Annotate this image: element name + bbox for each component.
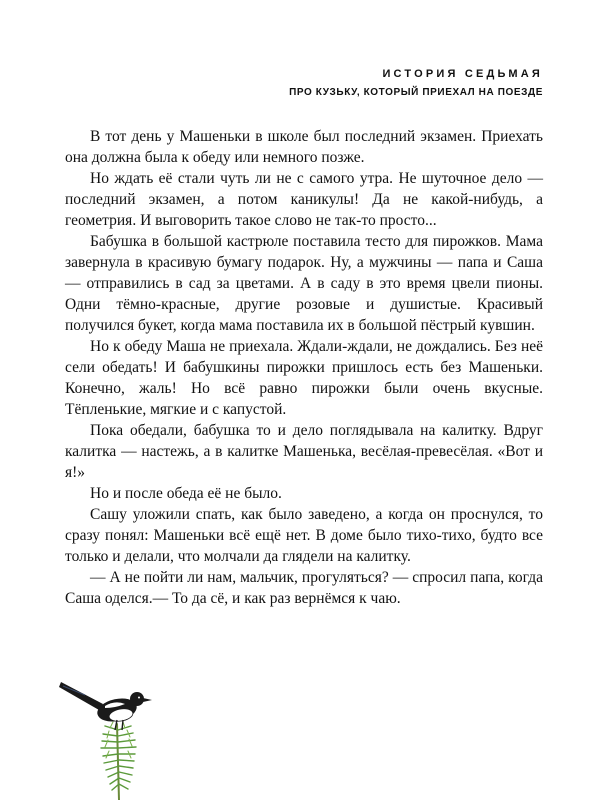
chapter-header — [289, 66, 543, 100]
magpie-head — [130, 692, 144, 706]
paragraph: Пока обедали, бабушка то и дело поглядывала на калитку. Вдруг калитка — настежь, а в калитке Машенька, весёлая-превесёлая. «Вот и я!» — [65, 422, 543, 481]
paragraph: Бабушка в большой кастрюле поставила тесто для пирожков. Мама завернула в красивую бумагу подарок. Ну, а мужчины — папа и Саша — отправились в сад за цветами. А в саду в это время цвели пионы. Одни тёмно-красные, другие розовые и душистые. Красивый получился букет, когда мама поставила их в большой пёстрый кувшин. — [65, 233, 543, 334]
paragraph: Но и после обеда её не было. — [90, 485, 282, 502]
magpie-icon — [55, 668, 175, 800]
magpie-beak — [143, 698, 152, 702]
story-text — [65, 126, 543, 609]
paragraph: Сашу уложили спать, как было заведено, а когда он проснулся, то сразу понял: Машеньки всё ещё нет. В доме было тихо-тихо, будто все только и делали, что молчали да глядели на калитку. — [65, 506, 543, 565]
chapter-number: ИСТОРИЯ СЕДЬМАЯ — [382, 68, 543, 80]
magpie-on-pine-illustration — [55, 668, 175, 805]
paragraph: В тот день у Машеньки в школе был последний экзамен. Приехать она должна была к обеду или немного позже. — [65, 128, 543, 166]
paragraph: Но ждать её стали чуть ли не с самого утра. Не шуточное дело — последний экзамен, а потом каникулы! Да не какой-нибудь, а геометрия. И выговорить такое слово не так-то просто... — [65, 170, 543, 229]
paragraph: — А не пойти ли нам, мальчик, прогуляться? — спросил папа, когда Саша оделся.— То да сё, и как раз вернёмся к чаю. — [65, 569, 543, 607]
magpie-tail — [59, 682, 103, 710]
paragraph: Но к обеду Маша не приехала. Ждали-ждали, не дождались. Без неё сели обедать! И бабушкины пирожки пришлось есть без Машеньки. Конечно, жаль! Но всё равно пирожки были очень вкусные. Тёпленькие, мягкие и с капустой. — [65, 338, 543, 418]
pine-branch — [101, 722, 136, 800]
chapter-title: ПРО КУЗЬКУ, КОТОРЫЙ ПРИЕХАЛ НА ПОЕЗДЕ — [289, 87, 543, 98]
